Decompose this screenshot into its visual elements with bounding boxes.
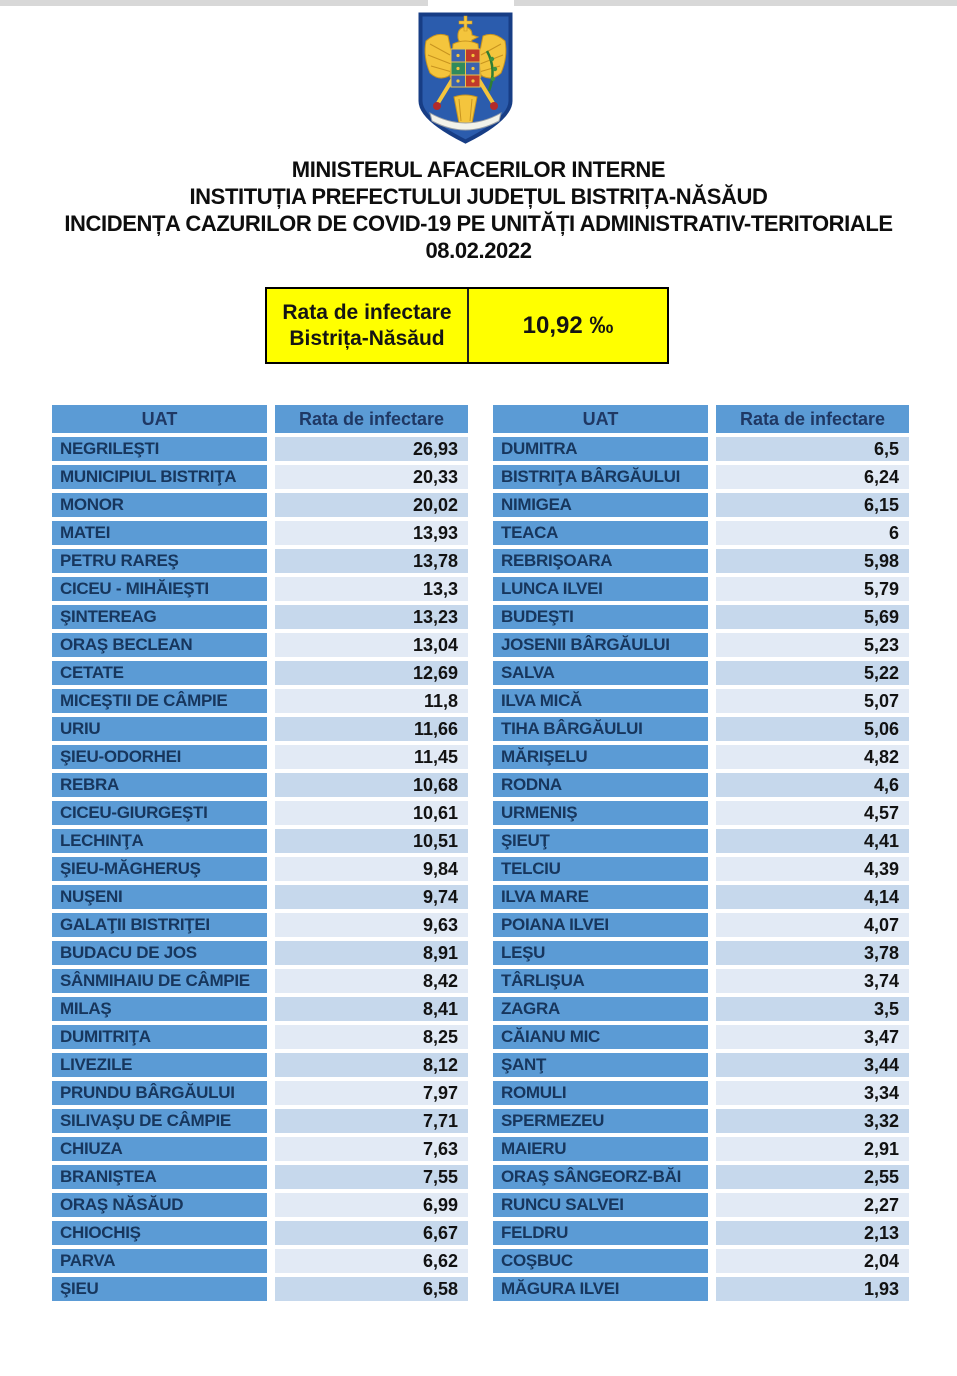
uat-rate-cell: 13,78 [275, 549, 468, 573]
uat-name-cell: MAIERU [493, 1137, 708, 1161]
column-gap [708, 521, 716, 545]
table-row [52, 1249, 468, 1273]
column-gap [708, 689, 716, 713]
table-header-row [52, 405, 468, 433]
page-title-line-2: INSTITUȚIA PREFECTULUI JUDEȚUL BISTRIȚA-NĂSĂUD [189, 184, 768, 209]
uat-rate-cell: 9,74 [275, 885, 468, 909]
table-row [52, 465, 468, 489]
column-gap [267, 1025, 275, 1049]
uat-name-cell: DUMITRA [493, 437, 708, 461]
uat-name-cell: PARVA [52, 1249, 267, 1273]
uat-name-cell: CICEU - MIHĂIEŞTI [52, 577, 267, 601]
uat-rate-cell: 5,69 [716, 605, 909, 629]
uat-name-cell: ŞINTEREAG [52, 605, 267, 629]
table-row [493, 941, 909, 965]
uat-rate-cell: 6 [716, 521, 909, 545]
uat-rate-cell: 8,41 [275, 997, 468, 1021]
page-title-line-1: MINISTERUL AFACERILOR INTERNE [291, 157, 666, 182]
uat-rate-cell: 9,63 [275, 913, 468, 937]
uat-rate-cell: 8,91 [275, 941, 468, 965]
table-row [493, 1277, 909, 1301]
column-gap [708, 941, 716, 965]
uat-rate-cell: 13,93 [275, 521, 468, 545]
table-header-uat: UAT [493, 405, 708, 433]
uat-rate-cell: 6,67 [275, 1221, 468, 1245]
column-gap [267, 1221, 275, 1245]
column-gap [708, 773, 716, 797]
uat-name-cell: RODNA [493, 773, 708, 797]
uat-rate-cell: 20,02 [275, 493, 468, 517]
uat-rate-cell: 26,93 [275, 437, 468, 461]
uat-name-cell: ŞIEU-ODORHEI [52, 745, 267, 769]
column-gap [708, 969, 716, 993]
table-row [52, 857, 468, 881]
uat-rate-cell: 3,47 [716, 1025, 909, 1049]
table-row [52, 773, 468, 797]
column-gap [267, 913, 275, 937]
table-row [52, 1165, 468, 1189]
uat-rate-cell: 3,5 [716, 997, 909, 1021]
infection-rate-value: 10,92 ‰ [522, 311, 614, 339]
table-row [493, 549, 909, 573]
uat-name-cell: MILAŞ [52, 997, 267, 1021]
uat-rate-cell: 2,13 [716, 1221, 909, 1245]
table-header-uat: UAT [52, 405, 267, 433]
column-gap [267, 997, 275, 1021]
table-row [52, 605, 468, 629]
uat-rate-cell: 1,93 [716, 1277, 909, 1301]
table-row [493, 577, 909, 601]
uat-name-cell: SPERMEZEU [493, 1109, 708, 1133]
column-gap [708, 1165, 716, 1189]
table-row [52, 941, 468, 965]
uat-rate-cell: 6,99 [275, 1193, 468, 1217]
table-row [493, 913, 909, 937]
column-gap [708, 437, 716, 461]
table-row [493, 1081, 909, 1105]
uat-name-cell: MUNICIPIUL BISTRIŢA [52, 465, 267, 489]
uat-rate-cell: 13,04 [275, 633, 468, 657]
uat-rate-cell: 5,23 [716, 633, 909, 657]
table-row [493, 969, 909, 993]
table-row [52, 549, 468, 573]
table-row [493, 1193, 909, 1217]
uat-name-cell: ORAŞ NĂSĂUD [52, 1193, 267, 1217]
table-row [52, 437, 468, 461]
uat-name-cell: BUDEŞTI [493, 605, 708, 629]
uat-name-cell: CHIUZA [52, 1137, 267, 1161]
uat-name-cell: COŞBUC [493, 1249, 708, 1273]
uat-rate-cell: 3,44 [716, 1053, 909, 1077]
uat-rate-cell: 6,62 [275, 1249, 468, 1273]
column-gap [267, 405, 275, 433]
table-row [493, 801, 909, 825]
table-row [493, 1249, 909, 1273]
uat-name-cell: ROMULI [493, 1081, 708, 1105]
column-gap [267, 941, 275, 965]
uat-name-cell: GALAŢII BISTRIŢEI [52, 913, 267, 937]
column-gap [708, 661, 716, 685]
uat-rate-cell: 13,3 [275, 577, 468, 601]
uat-name-cell: LIVEZILE [52, 1053, 267, 1077]
table-row [493, 605, 909, 629]
uat-name-cell: CICEU-GIURGEŞTI [52, 801, 267, 825]
column-gap [708, 633, 716, 657]
uat-rate-cell: 9,84 [275, 857, 468, 881]
uat-name-cell: ILVA MICĂ [493, 689, 708, 713]
uat-name-cell: CĂIANU MIC [493, 1025, 708, 1049]
table-row [52, 913, 468, 937]
column-gap [708, 745, 716, 769]
column-gap [708, 829, 716, 853]
uat-name-cell: TIHA BÂRGĂULUI [493, 717, 708, 741]
uat-table-left-body [52, 437, 468, 1301]
column-gap [708, 1081, 716, 1105]
uat-name-cell: MICEŞTII DE CÂMPIE [52, 689, 267, 713]
uat-name-cell: PETRU RAREŞ [52, 549, 267, 573]
uat-rate-cell: 7,55 [275, 1165, 468, 1189]
column-gap [708, 1277, 716, 1301]
uat-rate-cell: 4,6 [716, 773, 909, 797]
column-gap [267, 857, 275, 881]
top-strip [0, 0, 957, 6]
column-gap [708, 801, 716, 825]
infection-rate-box [265, 287, 669, 364]
column-gap [267, 1109, 275, 1133]
uat-name-cell: BISTRIŢA BÂRGĂULUI [493, 465, 708, 489]
table-row [52, 885, 468, 909]
uat-name-cell: REBRIŞOARA [493, 549, 708, 573]
table-row [52, 1109, 468, 1133]
column-gap [267, 577, 275, 601]
table-row [52, 1193, 468, 1217]
uat-rate-cell: 5,07 [716, 689, 909, 713]
page-title-line-3: INCIDENȚA CAZURILOR DE COVID-19 PE UNITĂȚI ADMINISTRATIV-TERITORIALE [64, 211, 893, 236]
uat-name-cell: BRANIŞTEA [52, 1165, 267, 1189]
uat-name-cell: RUNCU SALVEI [493, 1193, 708, 1217]
uat-name-cell: NEGRILEŞTI [52, 437, 267, 461]
uat-rate-cell: 6,58 [275, 1277, 468, 1301]
table-row [52, 717, 468, 741]
column-gap [267, 1277, 275, 1301]
column-gap [708, 405, 716, 433]
column-gap [267, 521, 275, 545]
table-row [52, 829, 468, 853]
uat-name-cell: JOSENII BÂRGĂULUI [493, 633, 708, 657]
uat-name-cell: URMENIŞ [493, 801, 708, 825]
uat-name-cell: LEŞU [493, 941, 708, 965]
uat-name-cell: MONOR [52, 493, 267, 517]
uat-rate-cell: 11,66 [275, 717, 468, 741]
column-gap [708, 1025, 716, 1049]
uat-rate-cell: 5,98 [716, 549, 909, 573]
column-gap [267, 493, 275, 517]
uat-rate-cell: 11,45 [275, 745, 468, 769]
document-title [0, 156, 957, 264]
table-row [493, 661, 909, 685]
column-gap [267, 661, 275, 685]
table-row [52, 1081, 468, 1105]
uat-rate-cell: 4,14 [716, 885, 909, 909]
column-gap [267, 1193, 275, 1217]
uat-name-cell: SILIVAŞU DE CÂMPIE [52, 1109, 267, 1133]
uat-rate-cell: 2,91 [716, 1137, 909, 1161]
uat-rate-cell: 5,22 [716, 661, 909, 685]
uat-name-cell: ŞIEUŢ [493, 829, 708, 853]
table-row [493, 745, 909, 769]
uat-name-cell: ORAŞ SÂNGEORZ-BĂI [493, 1165, 708, 1189]
uat-rate-cell: 7,63 [275, 1137, 468, 1161]
column-gap [267, 437, 275, 461]
column-gap [708, 1137, 716, 1161]
uat-rate-cell: 3,32 [716, 1109, 909, 1133]
uat-name-cell: NIMIGEA [493, 493, 708, 517]
uat-name-cell: PRUNDU BÂRGĂULUI [52, 1081, 267, 1105]
uat-name-cell: BUDACU DE JOS [52, 941, 267, 965]
table-row [493, 1165, 909, 1189]
uat-name-cell: LECHINŢA [52, 829, 267, 853]
table-row [52, 1277, 468, 1301]
column-gap [267, 773, 275, 797]
uat-rate-cell: 7,97 [275, 1081, 468, 1105]
uat-name-cell: MĂRIŞELU [493, 745, 708, 769]
uat-rate-cell: 13,23 [275, 605, 468, 629]
uat-rate-cell: 6,24 [716, 465, 909, 489]
uat-rate-cell: 4,82 [716, 745, 909, 769]
column-gap [708, 1221, 716, 1245]
uat-name-cell: REBRA [52, 773, 267, 797]
infection-rate-label [267, 289, 469, 362]
uat-rate-cell: 10,51 [275, 829, 468, 853]
column-gap [267, 801, 275, 825]
uat-name-cell: ŞIEU-MĂGHERUŞ [52, 857, 267, 881]
table-header-rate: Rata de infectare [716, 405, 909, 433]
uat-rate-cell: 4,57 [716, 801, 909, 825]
column-gap [267, 689, 275, 713]
uat-name-cell: POIANA ILVEI [493, 913, 708, 937]
uat-name-cell: DUMITRIŢA [52, 1025, 267, 1049]
table-row [52, 577, 468, 601]
uat-name-cell: MĂGURA ILVEI [493, 1277, 708, 1301]
uat-name-cell: TELCIU [493, 857, 708, 881]
column-gap [267, 885, 275, 909]
uat-table-right-body [493, 437, 909, 1301]
uat-rate-cell: 2,27 [716, 1193, 909, 1217]
uat-table-right [493, 405, 909, 1305]
column-gap [708, 885, 716, 909]
column-gap [708, 1193, 716, 1217]
uat-name-cell: CHIOCHIŞ [52, 1221, 267, 1245]
top-strip-notch [428, 0, 514, 6]
uat-table-left [52, 405, 468, 1305]
uat-rate-cell: 12,69 [275, 661, 468, 685]
uat-rate-cell: 2,04 [716, 1249, 909, 1273]
column-gap [267, 745, 275, 769]
uat-name-cell: NUŞENI [52, 885, 267, 909]
rate-label-line-2: Bistrița-Năsăud [289, 326, 445, 350]
table-row [493, 493, 909, 517]
uat-name-cell: URIU [52, 717, 267, 741]
uat-rate-cell: 4,39 [716, 857, 909, 881]
uat-rate-cell: 11,8 [275, 689, 468, 713]
column-gap [267, 1249, 275, 1273]
column-gap [267, 1137, 275, 1161]
table-row [52, 745, 468, 769]
uat-rate-cell: 4,07 [716, 913, 909, 937]
uat-name-cell: SÂNMIHAIU DE CÂMPIE [52, 969, 267, 993]
uat-rate-cell: 3,78 [716, 941, 909, 965]
column-gap [708, 605, 716, 629]
table-row [493, 633, 909, 657]
rate-label-line-1: Rata de infectare [282, 300, 452, 324]
uat-rate-cell: 10,68 [275, 773, 468, 797]
column-gap [267, 1165, 275, 1189]
table-row [493, 465, 909, 489]
uat-name-cell: TÂRLIŞUA [493, 969, 708, 993]
table-row [52, 633, 468, 657]
uat-name-cell: CETATE [52, 661, 267, 685]
table-row [52, 661, 468, 685]
column-gap [708, 577, 716, 601]
uat-rate-cell: 4,41 [716, 829, 909, 853]
column-gap [267, 717, 275, 741]
column-gap [267, 633, 275, 657]
table-row [493, 437, 909, 461]
table-row [52, 1137, 468, 1161]
column-gap [267, 829, 275, 853]
table-row [52, 493, 468, 517]
column-gap [708, 913, 716, 937]
table-row [493, 829, 909, 853]
uat-name-cell: ZAGRA [493, 997, 708, 1021]
column-gap [708, 1053, 716, 1077]
table-row [493, 857, 909, 881]
uat-rate-cell: 10,61 [275, 801, 468, 825]
column-gap [708, 1109, 716, 1133]
uat-rate-cell: 3,34 [716, 1081, 909, 1105]
uat-rate-cell: 5,06 [716, 717, 909, 741]
column-gap [708, 717, 716, 741]
uat-name-cell: LUNCA ILVEI [493, 577, 708, 601]
table-row [493, 1221, 909, 1245]
column-gap [708, 465, 716, 489]
coat-of-arms [417, 11, 514, 145]
column-gap [708, 1249, 716, 1273]
table-row [493, 997, 909, 1021]
uat-rate-cell: 6,15 [716, 493, 909, 517]
table-row [493, 717, 909, 741]
column-gap [708, 857, 716, 881]
column-gap [267, 549, 275, 573]
uat-name-cell: ORAŞ BECLEAN [52, 633, 267, 657]
table-row [52, 1221, 468, 1245]
table-row [493, 521, 909, 545]
column-gap [267, 969, 275, 993]
document-date: 08.02.2022 [425, 238, 532, 263]
table-row [52, 1025, 468, 1049]
uat-name-cell: TEACA [493, 521, 708, 545]
uat-name-cell: ILVA MARE [493, 885, 708, 909]
table-row [493, 773, 909, 797]
table-header-row [493, 405, 909, 433]
table-row [52, 1053, 468, 1077]
uat-rate-cell: 6,5 [716, 437, 909, 461]
table-row [52, 521, 468, 545]
uat-name-cell: ŞANŢ [493, 1053, 708, 1077]
column-gap [267, 465, 275, 489]
uat-name-cell: FELDRU [493, 1221, 708, 1245]
column-gap [708, 493, 716, 517]
uat-rate-cell: 2,55 [716, 1165, 909, 1189]
uat-name-cell: MATEI [52, 521, 267, 545]
column-gap [267, 1081, 275, 1105]
table-header-rate: Rata de infectare [275, 405, 468, 433]
uat-rate-cell: 3,74 [716, 969, 909, 993]
uat-rate-cell: 20,33 [275, 465, 468, 489]
table-row [52, 997, 468, 1021]
table-row [493, 1053, 909, 1077]
uat-rate-cell: 8,42 [275, 969, 468, 993]
table-row [493, 1109, 909, 1133]
uat-rate-cell: 8,25 [275, 1025, 468, 1049]
coat-of-arms-icon [417, 11, 514, 145]
column-gap [708, 549, 716, 573]
uat-rate-cell: 7,71 [275, 1109, 468, 1133]
column-gap [267, 1053, 275, 1077]
uat-name-cell: ŞIEU [52, 1277, 267, 1301]
column-gap [267, 605, 275, 629]
table-row [52, 801, 468, 825]
table-row [493, 689, 909, 713]
uat-name-cell: SALVA [493, 661, 708, 685]
table-row [493, 1137, 909, 1161]
uat-rate-cell: 5,79 [716, 577, 909, 601]
table-row [52, 689, 468, 713]
uat-rate-cell: 8,12 [275, 1053, 468, 1077]
table-row [493, 1025, 909, 1049]
table-row [493, 885, 909, 909]
table-row [52, 969, 468, 993]
column-gap [708, 997, 716, 1021]
